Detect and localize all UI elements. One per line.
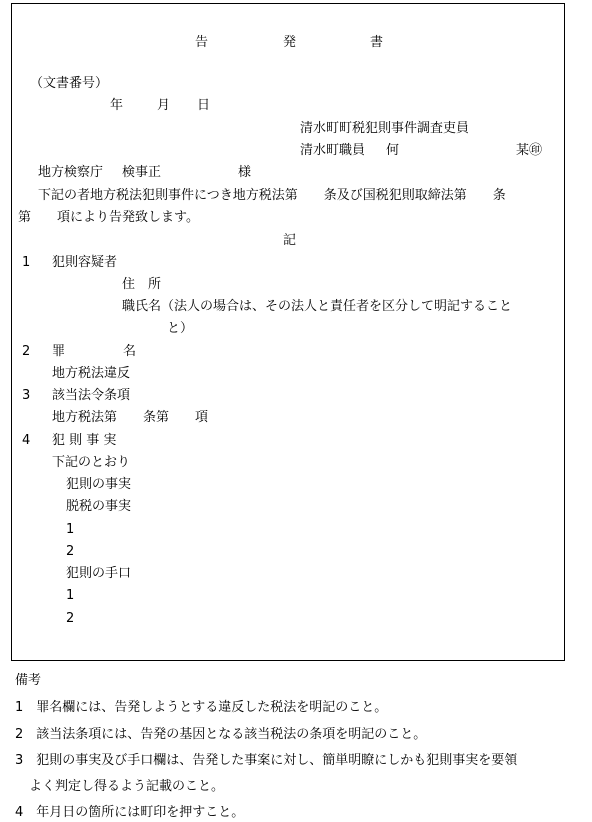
item-4-fact: 犯則の事実 [66,477,132,492]
item-4-method-2: 2 [66,611,75,626]
addressee-honorific: 様 [238,165,252,180]
date-day: 日 [197,98,211,113]
item-3-number: 3 [22,388,31,403]
document-frame [11,3,565,661]
item-1-label: 犯則容疑者 [52,255,118,270]
ki-heading: 記 [283,233,297,248]
item-4-intro: 下記のとおり [52,455,131,470]
sender-position: 清水町町税犯則事件調査吏員 [300,121,470,136]
item-1-number: 1 [22,255,31,270]
item-3-value: 地方税法第 条第 項 [52,410,209,425]
body-line-1: 下記の者地方税法犯則事件につき地方税法第 条及び国税犯則取締法第 条 [38,188,506,203]
item-4-evasion-1: 1 [66,522,75,537]
item-2-label-b: 名 [123,344,137,359]
title-char-2: 発 [283,35,297,50]
item-2-value: 地方税法違反 [52,366,131,381]
remark-3: 3 犯則の事実及び手口欄は、告発した事案に対し、簡単明瞭にしかも犯則事実を要領 [15,753,518,768]
title-char-1: 告 [195,35,209,50]
remark-3-cont: よく判定し得るよう記載のこと。 [29,779,225,794]
item-4-evasion: 脱税の事実 [66,499,132,514]
title-char-3: 書 [370,35,384,50]
item-2-label-a: 罪 [52,344,66,359]
item-2-number: 2 [22,344,31,359]
item-4-number: 4 [22,433,31,448]
date-month: 月 [157,98,171,113]
remark-1: 1 罪名欄には、告発しようとする違反した税法を明記のこと。 [15,700,388,715]
document-number: （文書番号） [30,76,109,91]
item-4-evasion-2: 2 [66,544,75,559]
item-1-address: 住 所 [122,277,162,292]
body-line-2: 第 項により告発致します。 [18,210,199,225]
item-4-label: 犯 則 事 実 [52,433,117,448]
sender-seal: 某㊞ [516,143,543,158]
item-1-name-note: 職氏名（法人の場合は、その法人と責任者を区分して明記すること [122,299,513,314]
item-4-method: 犯則の手口 [66,566,132,581]
item-4-method-1: 1 [66,588,75,603]
remarks-heading: 備考 [15,673,42,688]
item-1-name-note-cont: と） [167,321,194,336]
item-3-label: 該当法令条項 [52,388,131,403]
sender-staff-prefix: 清水町職員 [300,143,366,158]
addressee-rank: 検事正 [122,165,162,180]
remark-4: 4 年月日の箇所には町印を押すこと。 [15,805,245,820]
sender-staff-name: 何 [386,143,400,158]
remark-2: 2 該当法条項には、告発の基因となる該当税法の条項を明記のこと。 [15,727,427,742]
date-year: 年 [110,98,124,113]
addressee-office: 地方検察庁 [38,165,104,180]
